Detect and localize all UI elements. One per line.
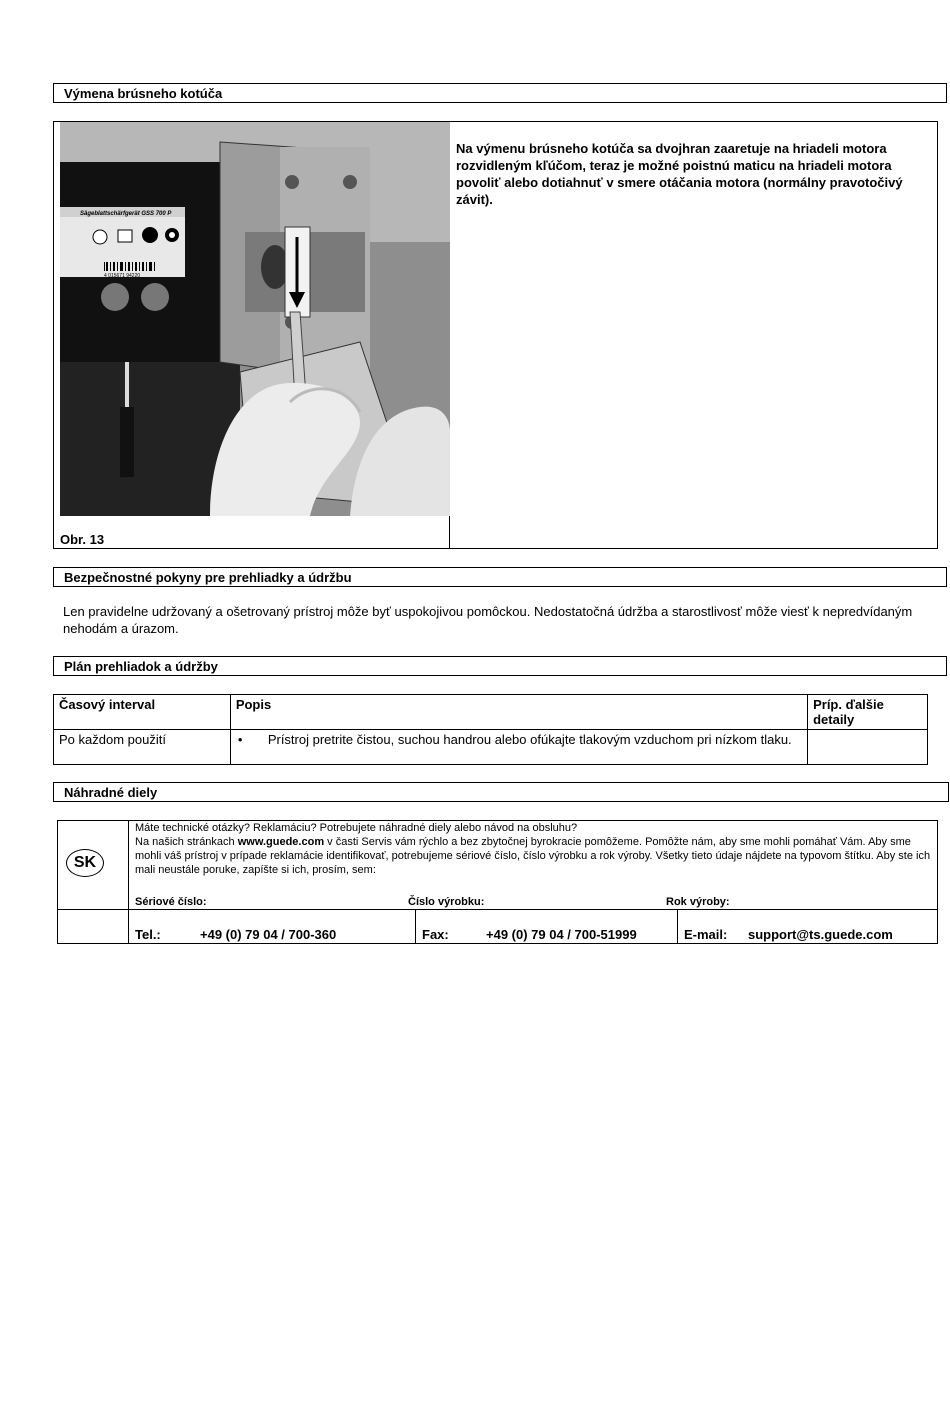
table-cell-description bbox=[230, 730, 807, 765]
bullet-icon: • bbox=[237, 732, 243, 747]
fax-number: +49 (0) 79 04 / 700-51999 bbox=[486, 927, 637, 942]
fax-label: Fax: bbox=[422, 927, 449, 942]
table-header-row bbox=[54, 695, 928, 730]
service-info-text: Na našich stránkach bbox=[135, 836, 238, 848]
tel-label: Tel.: bbox=[135, 927, 161, 942]
service-box bbox=[57, 820, 938, 944]
maintenance-table bbox=[53, 694, 928, 765]
tel-number: +49 (0) 79 04 / 700-360 bbox=[200, 927, 337, 942]
table-header-description: Popis bbox=[230, 695, 807, 730]
figure-photo bbox=[60, 122, 450, 516]
table-header-interval: Časový interval bbox=[54, 695, 231, 730]
figure-caption: Obr. 13 bbox=[60, 532, 105, 547]
divider bbox=[58, 909, 937, 910]
serial-number-label: Sériové číslo: bbox=[135, 896, 207, 908]
section-title-blade-replacement: Výmena brúsneho kotúča bbox=[53, 83, 947, 103]
table-row bbox=[54, 730, 928, 765]
service-info-text-rest: v časti Servis vám rýchlo a bez zbytočnej byrokracie pomôžeme. Pomôžte nám, aby sme mohli pomáhať Vám. Aby sme mohli váš prístroj v prípade reklamácie identifikovať, potrebujeme sériové číslo, číslo výrobku a rok výroby. Všetky tieto údaje nájdete na typovom štítku. Aby ste ich mali neustále poruke, zapíšte si ich, prosím, sem: bbox=[135, 836, 931, 876]
email-label: E-mail: bbox=[684, 927, 728, 942]
section-title-safety: Bezpečnostné pokyny pre prehliadky a údržbu bbox=[53, 567, 947, 587]
table-header-details: Príp. ďalšie detaily bbox=[808, 695, 928, 730]
blade-replacement-instructions: Na výmenu brúsneho kotúča sa dvojhran zaaretuje na hriadeli motora rozvidleným kľúčom, teraz je možné poistnú maticu na hriadeli motora povoliť alebo dotiahnuť v smere otáčania motora (normálny pravotočivý závit). bbox=[456, 141, 903, 207]
table-cell-interval: Po každom použití bbox=[54, 730, 231, 765]
sharpener-photo bbox=[60, 122, 450, 516]
divider bbox=[415, 909, 416, 943]
product-number-label: Číslo výrobku: bbox=[408, 896, 485, 908]
website-link[interactable]: www.guede.com bbox=[237, 836, 325, 848]
photo-label-barcode: 4 015671 94220 bbox=[104, 273, 141, 279]
table-cell-details bbox=[808, 730, 928, 765]
blade-replacement-box bbox=[53, 121, 938, 549]
table-cell-description-text: Prístroj pretrite čistou, suchou handrou alebo ofúkajte tlakovým vzduchom pri nízkom tlaku. bbox=[267, 732, 792, 747]
figure-cell bbox=[54, 122, 450, 548]
language-badge: SK bbox=[66, 849, 104, 877]
photo-label-brand: Sägeblattschärfgerät GSS 700 P bbox=[80, 211, 172, 217]
email-address[interactable]: support@ts.guede.com bbox=[748, 927, 893, 942]
section-title-spare-parts: Náhradné diely bbox=[53, 782, 949, 802]
year-label: Rok výroby: bbox=[666, 896, 730, 908]
service-question: Máte technické otázky? Reklamáciu? Potrebujete náhradné diely alebo návod na obsluhu? bbox=[135, 822, 578, 834]
section-title-maintenance-plan: Plán prehliadok a údržby bbox=[53, 656, 947, 676]
safety-text: Len pravidelne udržovaný a ošetrovaný prístroj môže byť uspokojivou pomôckou. Nedostatočná údržba a starostlivosť môže viesť k nepredvídaným nehodám a úrazom. bbox=[63, 604, 913, 636]
service-info bbox=[135, 835, 935, 877]
divider bbox=[677, 909, 678, 943]
service-text bbox=[135, 821, 935, 877]
service-left-column bbox=[58, 821, 129, 943]
